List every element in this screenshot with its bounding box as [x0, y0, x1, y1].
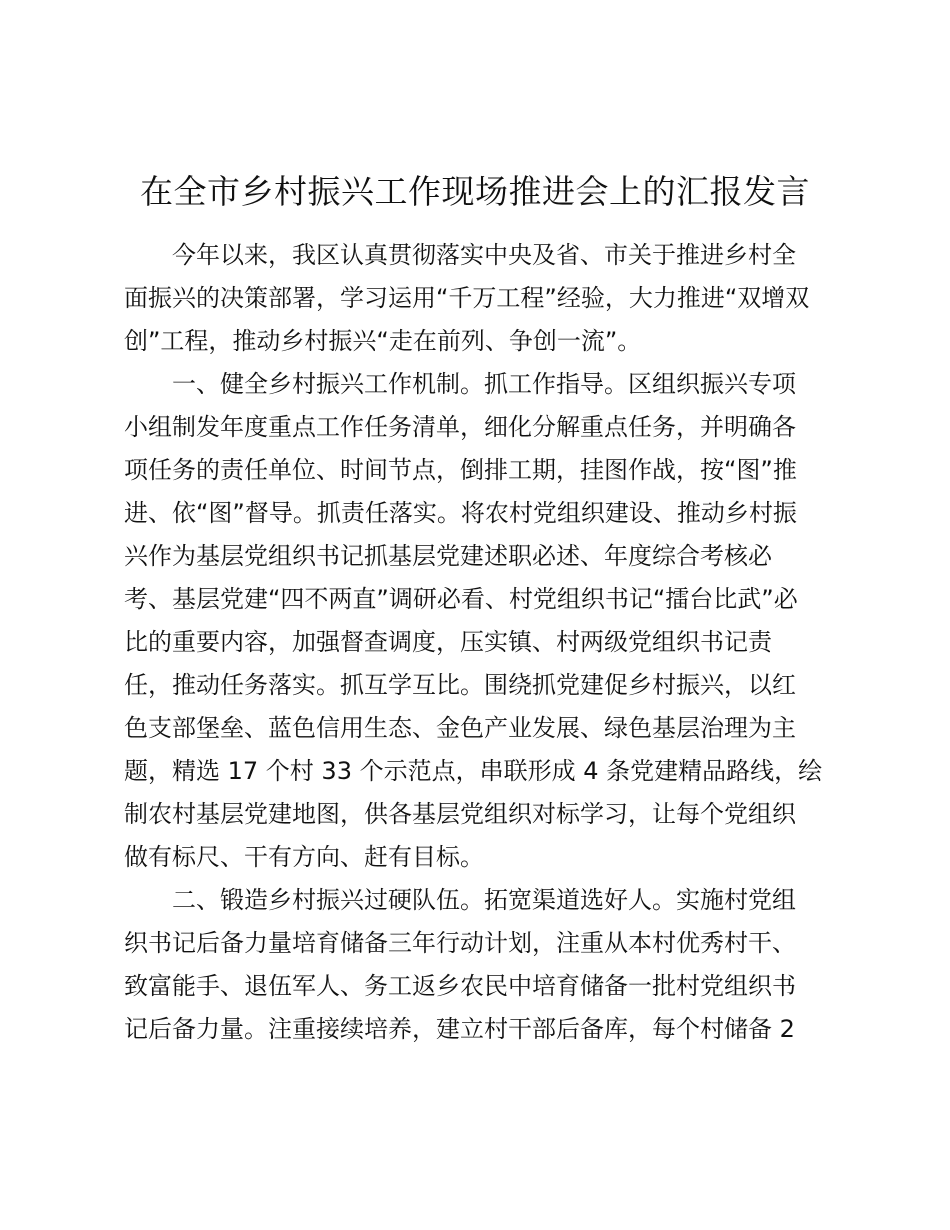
text-line: 项任务的责任单位、时间节点，倒排工期，挂图作战，按“图”推 [124, 456, 797, 484]
text-line: 二、锻造乡村振兴过硬队伍。拓宽渠道选好人。实施村党组 [172, 886, 796, 914]
text-line: 兴作为基层党组织书记抓基层党建述职必述、年度综合考核必 [124, 542, 772, 570]
text-line: 色支部堡垒、蓝色信用生态、金色产业发展、绿色基层治理为主 [124, 714, 796, 742]
text-line: 今年以来，我区认真贯彻落实中央及省、市关于推进乡村全 [172, 241, 796, 269]
text-line: 创”工程，推动乡村振兴“走在前列、争创一流”。 [124, 327, 642, 355]
text-line: 记后备力量。注重接续培养，建立村干部后备库，每个村储备 2 [124, 1015, 795, 1043]
text-line: 题，精选 17 个村 33 个示范点，串联形成 4 条党建精品路线，绘 [124, 757, 823, 785]
text-line: 一、健全乡村振兴工作机制。抓工作指导。区组织振兴专项 [172, 370, 796, 398]
text-line: 考、基层党建“四不两直”调研必看、村党组织书记“擂台比武”必 [124, 585, 798, 613]
text-line: 比的重要内容，加强督查调度，压实镇、村两级党组织书记责 [124, 628, 772, 656]
text-line: 小组制发年度重点工作任务清单，细化分解重点任务，并明确各 [124, 413, 796, 441]
text-line: 任，推动任务落实。抓互学互比。围绕抓党建促乡村振兴，以红 [124, 671, 796, 699]
text-line: 制农村基层党建地图，供各基层党组织对标学习，让每个党组织 [124, 800, 796, 828]
text-line: 致富能手、退伍军人、务工返乡农民中培育储备一批村党组织书 [124, 972, 796, 1000]
text-line: 进、依“图”督导。抓责任落实。将农村党组织建设、推动乡村振 [124, 499, 797, 527]
document-title: 在全市乡村振兴工作现场推进会上的汇报发言 [140, 172, 810, 211]
text-line: 做有标尺、干有方向、赶有目标。 [124, 843, 484, 871]
text-line: 织书记后备力量培育储备三年行动计划，注重从本村优秀村干、 [124, 929, 796, 957]
text-line: 面振兴的决策部署，学习运用“千万工程”经验，大力推进“双增双 [124, 284, 810, 312]
